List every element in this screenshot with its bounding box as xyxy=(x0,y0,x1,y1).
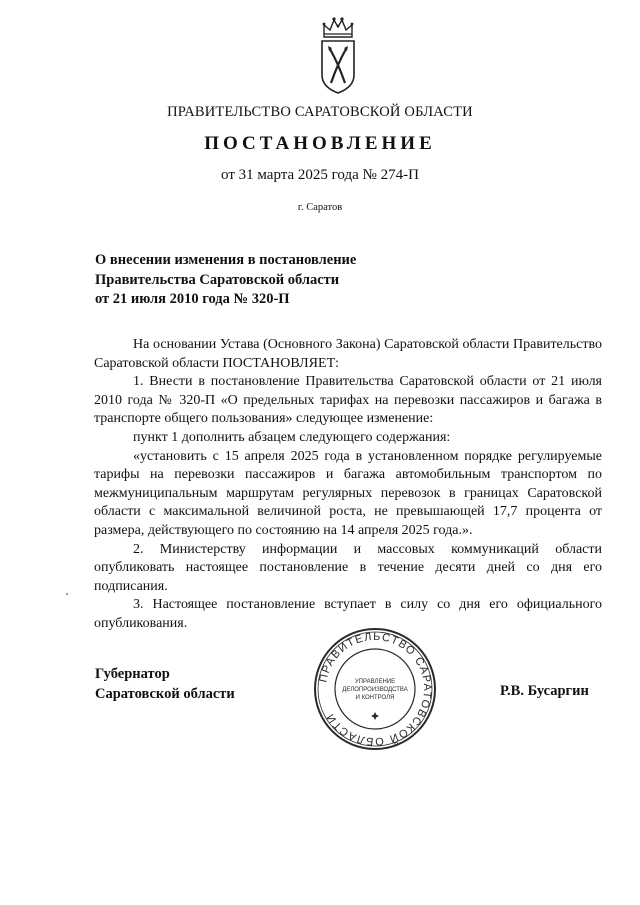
seal-inner-line: И КОНТРОЛЯ xyxy=(355,695,395,701)
signatory-title-line: Губернатор xyxy=(95,666,170,682)
signatory-title xyxy=(95,664,235,704)
subject-line: Правительства Саратовской области xyxy=(95,271,340,288)
document-city: г. Саратов xyxy=(297,202,343,213)
document-type-title: ПОСТАНОВЛЕНИЕ xyxy=(204,133,436,154)
body-paragraph: «установить с 15 апреля 2025 года в установленном порядке регулируемые тарифы на перевозки пассажиров и багажа автомобильным транспортом по межмуниципальным маршрутам регулярных перевозок в границах Саратовской области с максимальной величиной роста, не превышающей 17,7 процента от размера, действующего по состоянию на 14 апреля 2025 года.». xyxy=(94,448,602,538)
official-seal-icon xyxy=(312,626,438,752)
body-paragraph: 2. Министерству информации и массовых коммуникаций области опубликовать настоящее постановление в течение десяти дней со дня его подписания. xyxy=(94,541,602,594)
seal-inner-line: ДЕЛОПРОИЗВОДСТВА xyxy=(342,687,408,693)
document-body xyxy=(94,336,602,634)
document-subject xyxy=(95,251,425,310)
subject-line: О внесении изменения в постановление xyxy=(95,252,357,268)
seal-inner-line: УПРАВЛЕНИЕ xyxy=(354,679,396,685)
body-paragraph: 1. Внести в постановление Правительства Саратовской области от 21 июля 2010 года № 320-П «О предельных тарифах на перевозки пассажиров и багажа в транспорте общего пользования» следующее изменение: xyxy=(94,374,602,427)
seal-ring-text: ПРАВИТЕЛЬСТВО САРАТОВСКОЙ ОБЛАСТИ xyxy=(317,630,434,748)
scan-mark xyxy=(66,593,68,595)
signatory-name: Р.В. Бусаргин xyxy=(500,683,589,699)
body-paragraph: пункт 1 дополнить абзацем следующего содержания: xyxy=(133,429,451,445)
body-paragraph: 3. Настоящее постановление вступает в силу со дня его официального опубликования. xyxy=(94,597,602,631)
document-date-number: от 31 марта 2025 года № 274-П xyxy=(221,167,419,183)
subject-line: от 21 июля 2010 года № 320-П xyxy=(95,291,290,307)
body-paragraph: На основании Устава (Основного Закона) Саратовской области Правительство Саратовской области ПОСТАНОВЛЯЕТ: xyxy=(94,337,602,371)
saratov-coat-of-arms-icon xyxy=(318,15,358,95)
signatory-title-line: Саратовской области xyxy=(95,686,235,702)
government-name: ПРАВИТЕЛЬСТВО САРАТОВСКОЙ ОБЛАСТИ xyxy=(167,104,473,120)
